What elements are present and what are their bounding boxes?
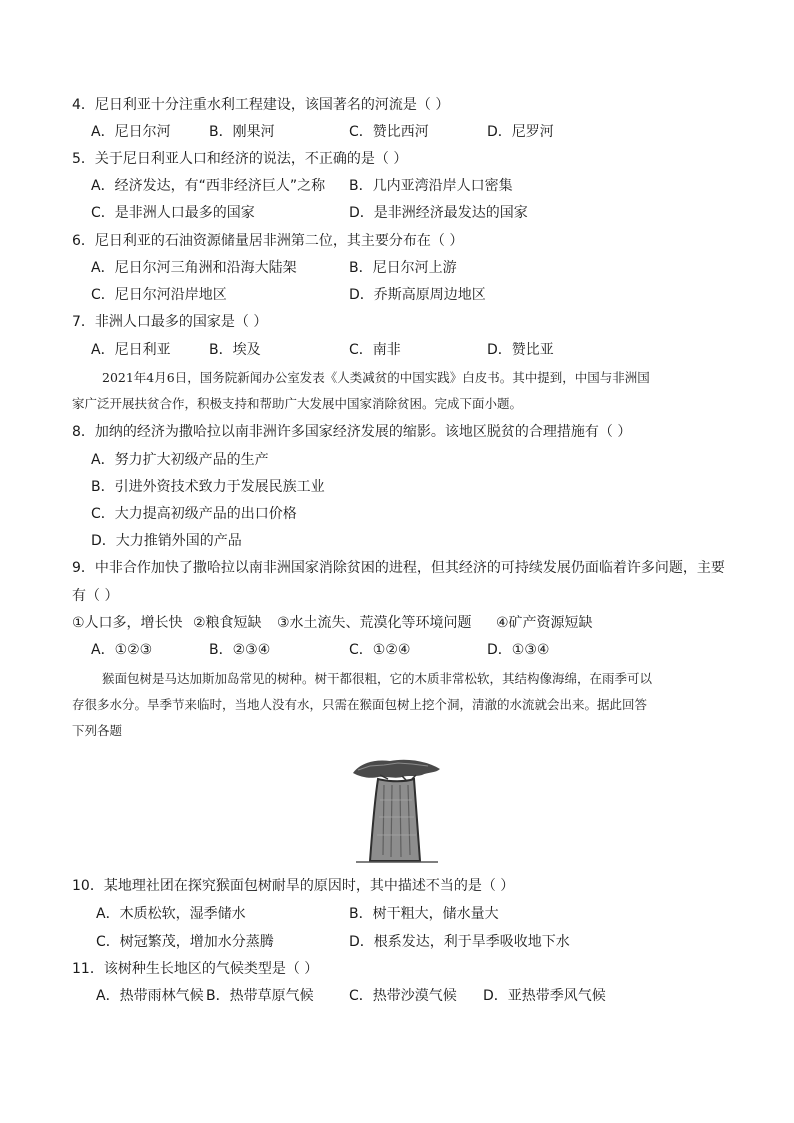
q5-option-b: B．几内亚湾沿岸人口密集 [349, 178, 513, 194]
q4-option-a: A．尼日尔河 [91, 124, 171, 140]
baobab-passage-line-3: 下列各题 [72, 723, 123, 738]
q6-option-c: C．尼日尔河沿岸地区 [91, 287, 227, 303]
q8-option-b: B．引进外资技术致力于发展民族工业 [91, 479, 325, 495]
q7-option-a: A．尼日利亚 [91, 342, 171, 358]
poverty-passage-line-2: 家广泛开展扶贫合作，积极支持和帮助广大发展中国家消除贫困。完成下面小题。 [72, 396, 523, 411]
q6-option-b: B．尼日尔河上游 [349, 260, 457, 276]
question-11-stem: 11．该树种生长地区的气候类型是（ ） [72, 961, 319, 977]
q6-option-a: A．尼日尔河三角洲和沿海大陆架 [91, 260, 297, 276]
q9-item-1: ①人口多，增长快 [72, 615, 183, 631]
q5-option-c: C．是非洲人口最多的国家 [91, 205, 255, 221]
q9-option-b: B．②③④ [209, 642, 271, 658]
q7-option-c: C．南非 [349, 342, 401, 358]
question-6-stem: 6．尼日利亚的石油资源储量居非洲第二位，其主要分布在（ ） [72, 233, 464, 249]
q4-option-c: C．赞比西河 [349, 124, 429, 140]
q11-option-d: D．亚热带季风气候 [483, 988, 606, 1004]
baobab-passage-line-2: 存很多水分。旱季节来临时，当地人没有水，只需在猴面包树上挖个洞，清澈的水流就会出来。据此回答 [72, 697, 648, 712]
q10-option-b: B．树干粗大，储水量大 [349, 906, 499, 922]
question-9-stem-line-1: 9．中非合作加快了撒哈拉以南非洲国家消除贫困的进程，但其经济的可持续发展仍面临着许多问题，主要 [72, 560, 725, 576]
q9-option-c: C．①②④ [349, 642, 411, 658]
baobab-passage-line-1: 猴面包树是马达加斯加岛常见的树种。树干都很粗，它的木质非常松软，其结构像海绵，在雨季可以 [102, 671, 653, 686]
baobab-tree-illustration [350, 755, 444, 867]
poverty-passage-line-1: 2021年4月6日，国务院新闻办公室发表《人类减贫的中国实践》白皮书。其中提到，中国与非洲国 [102, 370, 650, 385]
q9-option-d: D．①③④ [487, 642, 550, 658]
q5-option-d: D．是非洲经济最发达的国家 [349, 205, 528, 221]
q7-option-b: B．埃及 [209, 342, 261, 358]
q9-item-4: ④矿产资源短缺 [496, 615, 593, 631]
q8-option-a: A．努力扩大初级产品的生产 [91, 452, 269, 468]
question-7-stem: 7．非洲人口最多的国家是（ ） [72, 314, 268, 330]
q11-option-b: B．热带草原气候 [206, 988, 314, 1004]
q8-option-c: C．大力提高初级产品的出口价格 [91, 506, 297, 522]
question-9-stem-line-2: 有（ ） [72, 588, 119, 604]
question-4-stem: 4．尼日利亚十分注重水利工程建设，该国著名的河流是（ ） [72, 97, 450, 113]
question-10-stem: 10．某地理社团在探究猴面包树耐旱的原因时，其中描述不当的是（ ） [72, 878, 515, 894]
q6-option-d: D．乔斯高原周边地区 [349, 287, 486, 303]
q4-option-b: B．刚果河 [209, 124, 275, 140]
q11-option-a: A．热带雨林气候 [96, 988, 204, 1004]
q10-option-d: D．根系发达，利于旱季吸收地下水 [349, 934, 570, 950]
q11-option-c: C．热带沙漠气候 [349, 988, 457, 1004]
q7-option-d: D．赞比亚 [487, 342, 554, 358]
q8-option-d: D．大力推销外国的产品 [91, 533, 242, 549]
question-8-stem: 8．加纳的经济为撒哈拉以南非洲许多国家经济发展的缩影。该地区脱贫的合理措施有（ ） [72, 424, 632, 440]
q10-option-a: A．木质松软，湿季储水 [96, 906, 246, 922]
q9-item-2: ②粮食短缺 [193, 615, 262, 631]
q4-option-d: D．尼罗河 [487, 124, 554, 140]
q10-option-c: C．树冠繁茂，增加水分蒸腾 [96, 934, 274, 950]
q9-option-a: A．①②③ [91, 642, 153, 658]
q9-item-3: ③水土流失、荒漠化等环境问题 [277, 615, 472, 631]
question-5-stem: 5．关于尼日利亚人口和经济的说法，不正确的是（ ） [72, 151, 408, 167]
q5-option-a: A．经济发达，有“西非经济巨人”之称 [91, 178, 326, 194]
